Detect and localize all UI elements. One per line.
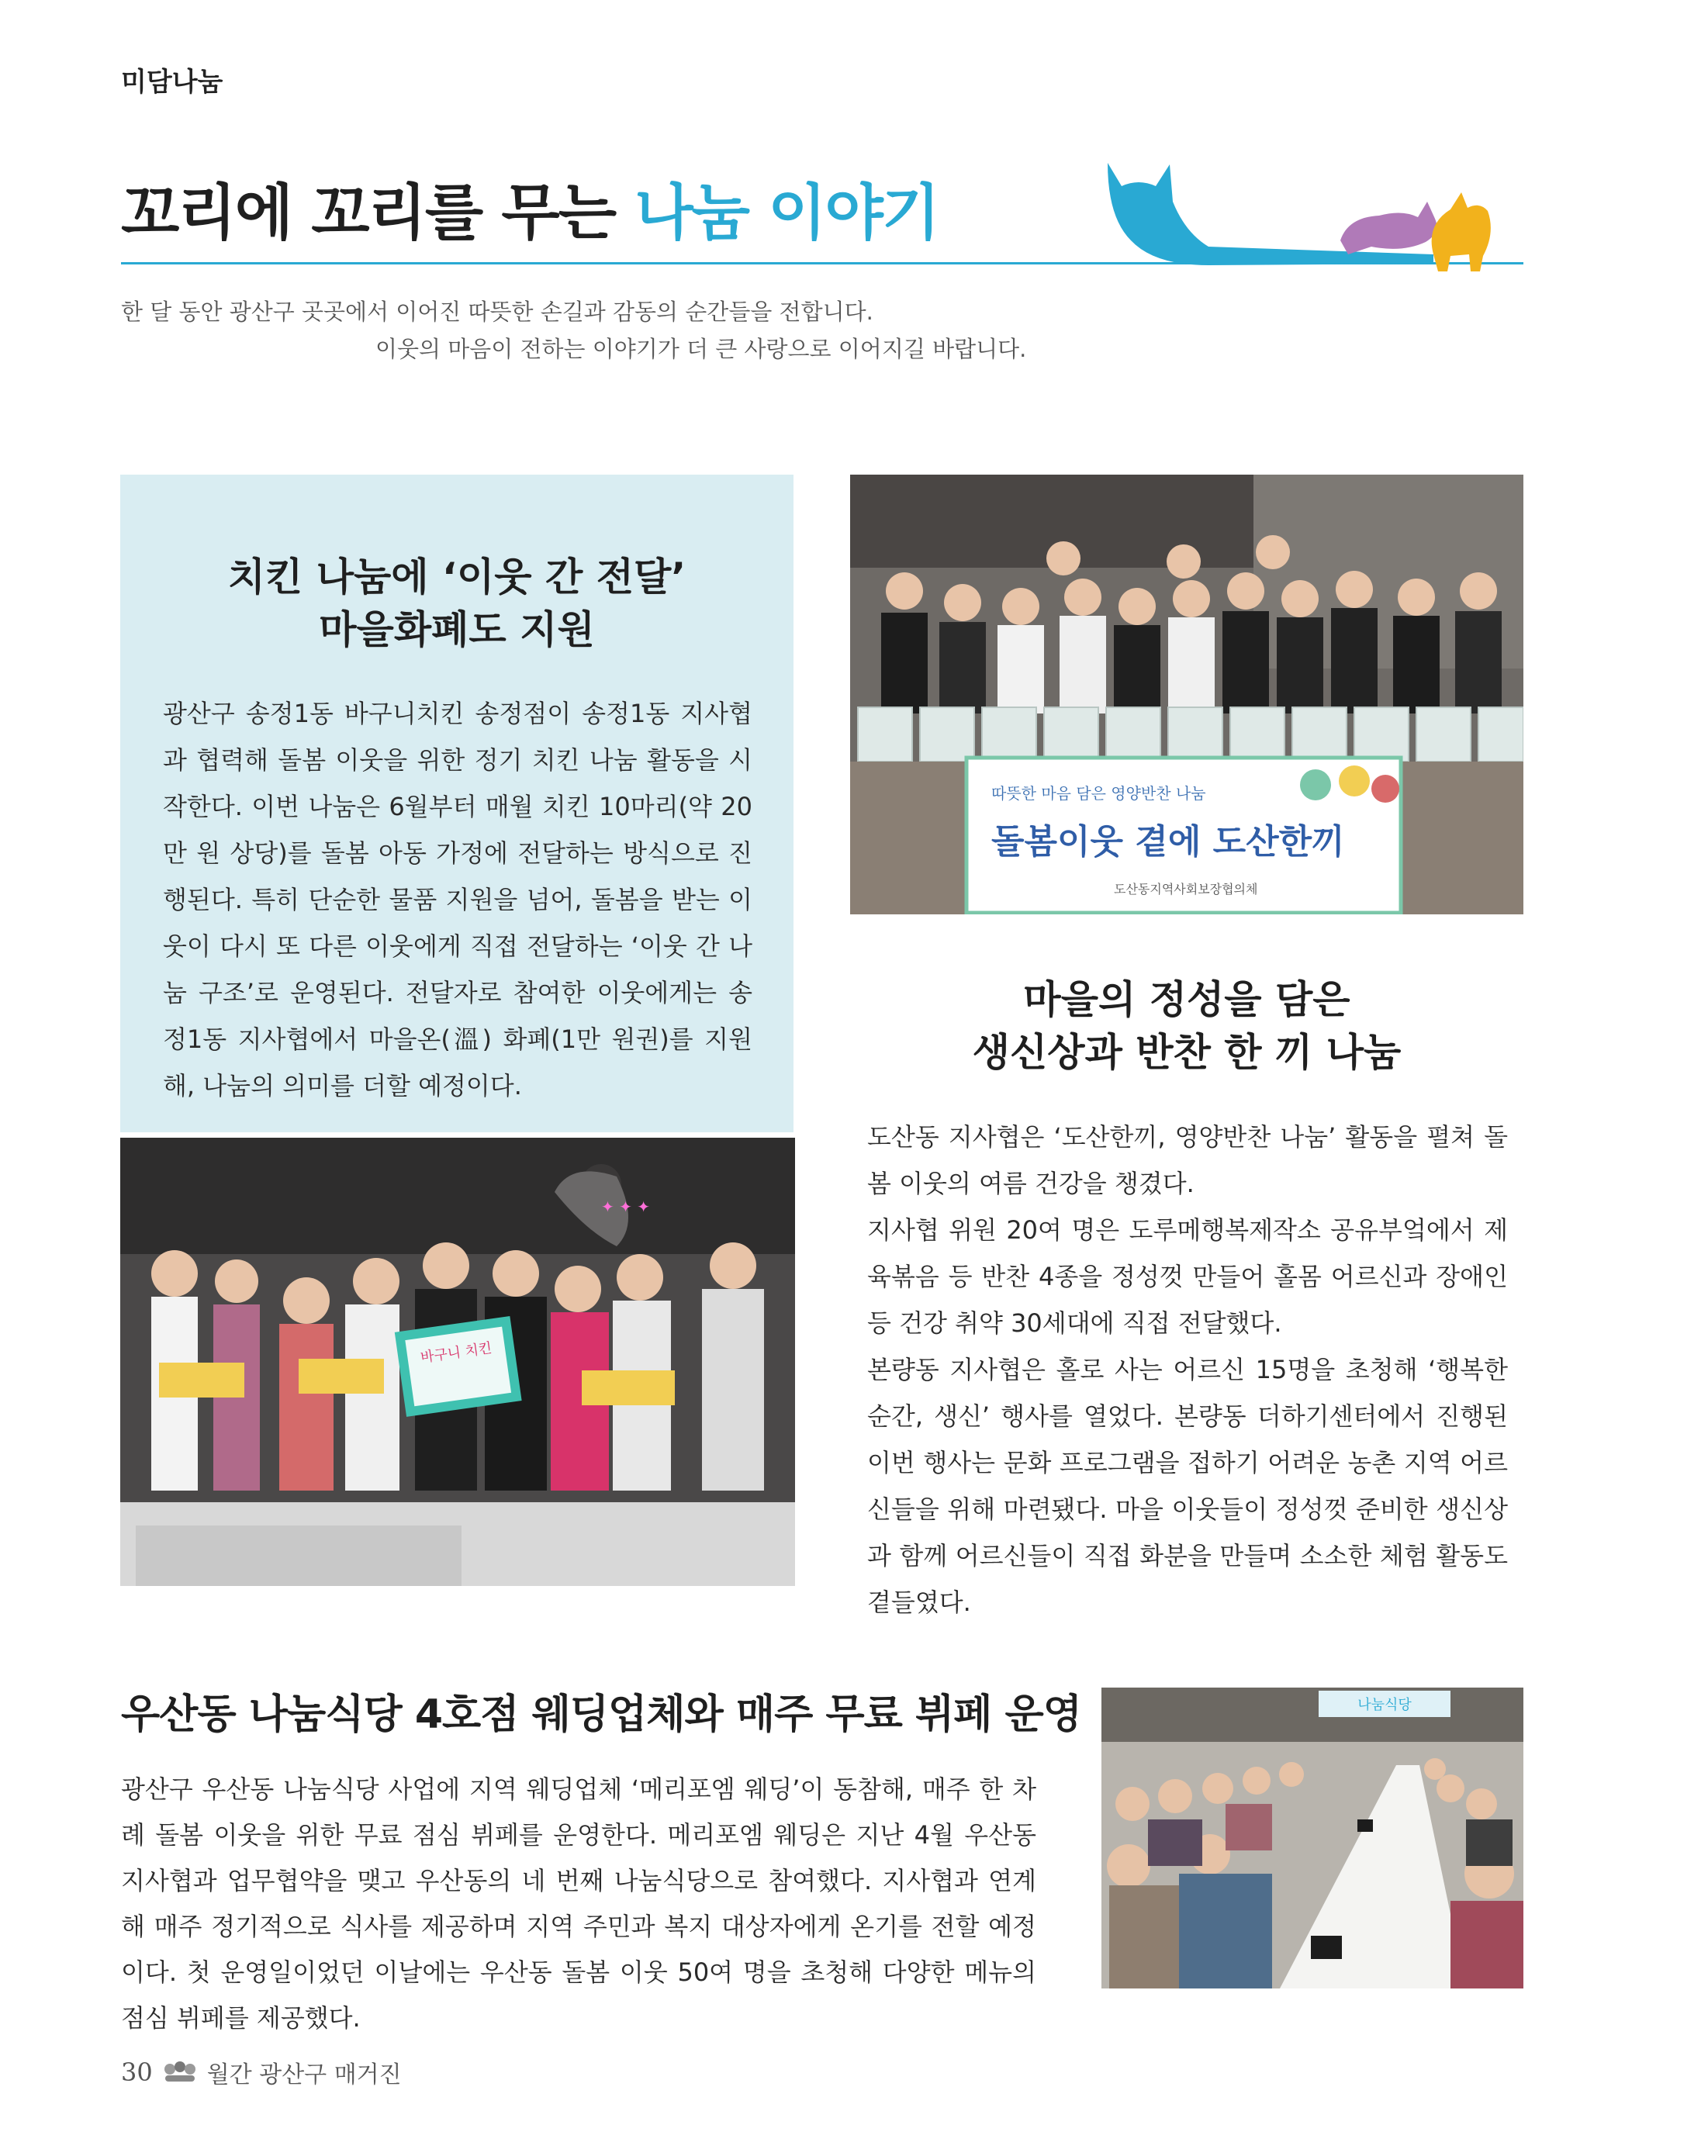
subtitle-line-1: 한 달 동안 광산구 곳곳에서 이어진 따뜻한 손길과 감동의 순간들을 전합니다. (121, 299, 873, 325)
magazine-name: 월간 광산구 매거진 (206, 2061, 402, 2089)
pink-cat-icon (1340, 202, 1437, 254)
dosan-banner-small: 따뜻한 마음 담은 영양반찬 나눔 (991, 784, 1206, 803)
chicken-box-label: 바구니 치킨 (419, 1339, 493, 1367)
photo-usan-buffet (1101, 1688, 1523, 1988)
article1-title (120, 551, 793, 656)
dosan-banner-org: 도산동지역사회보장협의체 (1114, 882, 1258, 897)
dosan-banner-main: 돌봄이웃 곁에 도산한끼 (991, 822, 1345, 862)
section-label: 미담나눔 (121, 67, 223, 98)
cats-illustration (1092, 155, 1495, 279)
page-number: 30 (121, 2058, 153, 2087)
photo-dosan-meal (850, 475, 1523, 914)
article2-title (850, 973, 1523, 1079)
article2-paragraph: 지사협 위원 20여 명은 도루메행복제작소 공유부엌에서 제육볶음 등 반찬 4종을 정성껏 만들어 홀몸 어르신과 장애인 등 건강 취약 30세대에 직접 전달했다. (867, 1215, 1508, 1338)
page-title (121, 164, 939, 251)
svg-text:✦ ✦ ✦: ✦ ✦ ✦ (601, 1197, 650, 1216)
article2-title-line1: 마을의 정성을 담은 (1023, 977, 1350, 1022)
page-title-accent: 나눔 이야기 (634, 178, 939, 248)
yellow-cat-icon (1432, 192, 1491, 271)
article2-title-line2: 생신상과 반찬 한 끼 나눔 (972, 1030, 1402, 1075)
article2-paragraph: 도산동 지사협은 ‘도산한끼, 영양반찬 나눔’ 활동을 펼쳐 돌봄 이웃의 여름 건강을 챙겼다. (867, 1122, 1508, 1198)
usan-banner: 나눔식당 (1357, 1697, 1412, 1713)
article1-body: 광산구 송정1동 바구니치킨 송정점이 송정1동 지사협과 협력해 돌봄 이웃을 위한 정기 치킨 나눔 활동을 시작한다. 이번 나눔은 6월부터 매월 치킨 10마리(약 20만 원 상당)를 돌봄 아동 가정에 전달하는 방식으로 진행된다. 특히 단순한 물품 지원을 넘어, 돌봄을 받는 이웃이 다시 또 다른 이웃에게 직접 전달하는 ‘이웃 간 나눔 구조’로 운영된다. 전달자로 참여한 이웃에게는 송정1동 지사협에서 마을온(溫) 화폐(1만 원권)를 지원해, 나눔의 의미를 더할 예정이다. (163, 699, 752, 1100)
page-title-dark: 꼬리에 꼬리를 무는 (121, 178, 635, 248)
article2-body (867, 1114, 1508, 1626)
article1-title-line2: 마을화폐도 지원 (319, 607, 595, 652)
article3-title: 우산동 나눔식당 4호점 웨딩업체와 매주 무료 뷔페 운영 (121, 1691, 1082, 1738)
article3-body: 광산구 우산동 나눔식당 사업에 지역 웨딩업체 ‘메리포엠 웨딩’이 동참해, 매주 한 차례 돌봄 이웃을 위한 무료 점심 뷔페를 운영한다. 메리포엠 웨딩은 지난 4월 우산동 지사협과 업무협약을 맺고 우산동의 네 번째 나눔식당으로 참여했다. 지사협과 연계해 매주 정기적으로 식사를 제공하며 지역 주민과 복지 대상자에게 온기를 전할 예정이다. 첫 운영일이었던 이날에는 우산동 돌봄 이웃 50여 명을 초청해 다양한 메뉴의 점심 뷔페를 제공했다. (121, 1774, 1036, 2033)
blue-cat-icon (1108, 163, 1433, 265)
magazine-logo-icon (162, 2060, 198, 2085)
article2-paragraph: 본량동 지사협은 홀로 사는 어르신 15명을 초청해 ‘행복한 순간, 생신’ 행사를 열었다. 본량동 더하기센터에서 진행된 이번 행사는 문화 프로그램을 접하기 어려운 농촌 지역 어르신들을 위해 마련됐다. 마을 이웃들이 정성껏 준비한 생신상과 함께 어르신들이 직접 화분을 만들며 소소한 체험 활동도 곁들였다. (867, 1355, 1508, 1617)
article1-title-line1: 치킨 나눔에 ‘이웃 간 전달’ (227, 555, 686, 599)
footer (121, 2055, 402, 2089)
subtitle-line-2: 이웃의 마음이 전하는 이야기가 더 큰 사랑으로 이어지길 바랍니다. (375, 336, 1027, 362)
photo-chicken-sharing (120, 1138, 795, 1586)
